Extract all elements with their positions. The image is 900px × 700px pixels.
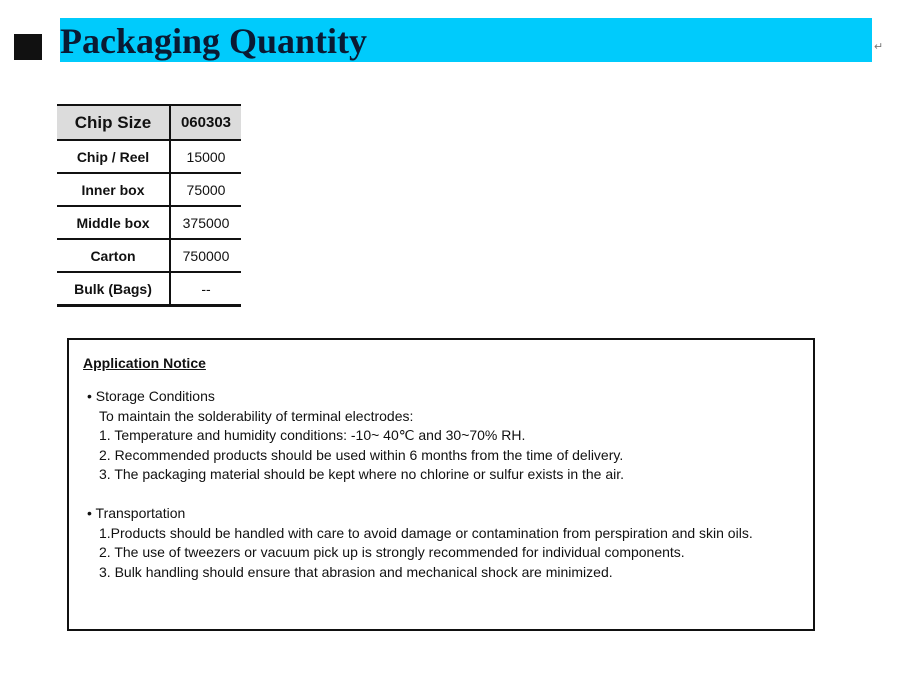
transport-item: 2. The use of tweezers or vacuum pick up is strongly recommended for individual components. [99, 544, 685, 560]
row-label-cell: Middle box [57, 206, 170, 239]
row-label-cell: Chip / Reel [57, 140, 170, 173]
storage-item: 2. Recommended products should be used within 6 months from the time of delivery. [99, 447, 624, 463]
application-notice-box [67, 338, 815, 631]
row-value-cell: 750000 [170, 239, 241, 272]
table-header-row [57, 105, 241, 140]
row-label-cell: Carton [57, 239, 170, 272]
table-row [57, 206, 241, 239]
paragraph-return-mark: ↵ [874, 41, 884, 53]
row-label-cell: Inner box [57, 173, 170, 206]
title-bullet-square [14, 34, 42, 60]
storage-heading: • Storage Conditions [87, 388, 215, 404]
table-row [57, 272, 241, 306]
header-value-cell: 060303 [170, 105, 241, 140]
transport-item: 3. Bulk handling should ensure that abrasion and mechanical shock are minimized. [99, 564, 613, 580]
packaging-quantity-table [57, 104, 241, 307]
storage-intro: To maintain the solderability of terminal electrodes: [99, 408, 414, 424]
row-value-cell: 375000 [170, 206, 241, 239]
table-row [57, 173, 241, 206]
table-row [57, 140, 241, 173]
notice-title: Application Notice [83, 355, 206, 371]
row-value-cell: 15000 [170, 140, 241, 173]
header-label-cell: Chip Size [57, 105, 170, 140]
storage-item: 1. Temperature and humidity conditions: -10~ 40℃ and 30~70% RH. [99, 427, 526, 443]
row-value-cell: 75000 [170, 173, 241, 206]
transport-heading: • Transportation [87, 505, 186, 521]
row-value-cell: -- [170, 272, 241, 306]
page-title: Packaging Quantity [60, 21, 368, 61]
table-row [57, 239, 241, 272]
transport-item: 1.Products should be handled with care to avoid damage or contamination from perspiration and skin oils. [99, 525, 753, 541]
row-label-cell: Bulk (Bags) [57, 272, 170, 306]
storage-item: 3. The packaging material should be kept where no chlorine or sulfur exists in the air. [99, 466, 625, 482]
